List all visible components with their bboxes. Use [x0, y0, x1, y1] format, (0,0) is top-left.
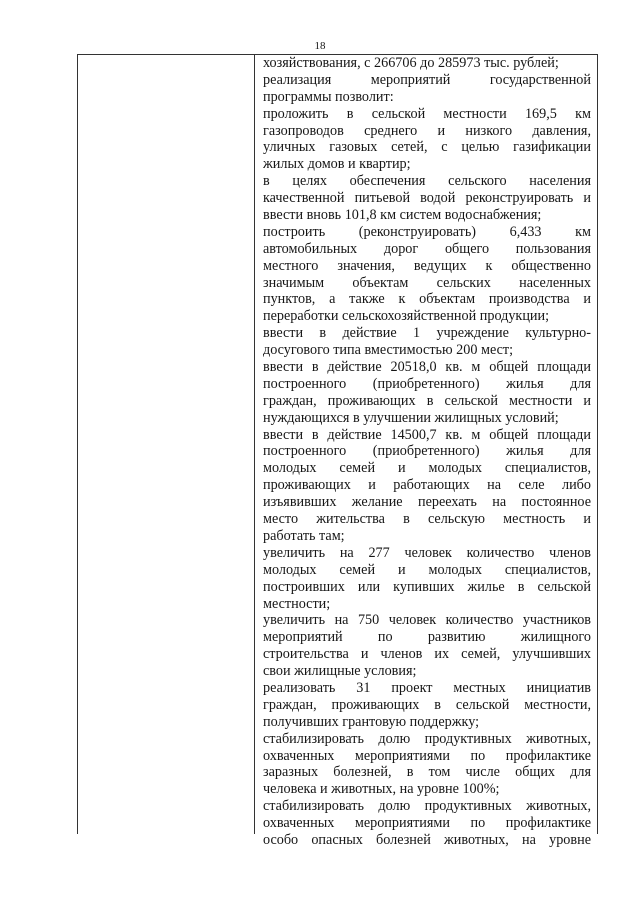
text-line: охваченных мероприятиями по профилактике — [263, 747, 591, 764]
text-line: стабилизировать долю продуктивных животных, — [263, 798, 591, 815]
text-line: граждан, проживающих в сельской местности и — [263, 392, 591, 409]
text-line: строительства и членов их семей, улучшивших — [263, 646, 591, 663]
text-line: в целях обеспечения сельского населения — [263, 173, 591, 190]
text-line: ввести в действие 14500,7 кв. м общей площади — [263, 426, 591, 443]
page-number: 18 — [314, 40, 326, 52]
text-line: работать там; — [263, 527, 345, 544]
text-line: проживающих и работающих на селе либо — [263, 477, 591, 494]
text-line: значимым объектам сельских населенных — [263, 274, 591, 291]
text-line: ввести в действие 20518,0 кв. м общей площади — [263, 359, 591, 376]
text-line: досугового типа вместимостью 200 мест; — [263, 342, 514, 359]
text-line: ввести в действие 1 учреждение культурно- — [263, 325, 591, 342]
text-line: реализация мероприятий государственной — [263, 71, 591, 88]
table-right-cell — [255, 55, 597, 848]
table-left-cell — [78, 55, 255, 834]
text-line: построенного (приобретенного) жилья для — [263, 443, 591, 460]
text-line: местности; — [263, 595, 331, 612]
text-line: особо опасных болезней животных, на уровне — [263, 831, 591, 848]
text-line: газопроводов среднего и низкого давления, — [263, 122, 591, 139]
text-line: ввести вновь 101,8 км систем водоснабжения; — [263, 207, 542, 224]
text-line: автомобильных дорог общего пользования — [263, 240, 591, 257]
text-line: жилых домов и квартир; — [263, 156, 411, 173]
text-line: свои жилищные условия; — [263, 663, 417, 680]
text-line: построивших или купивших жилье в сельской — [263, 578, 591, 595]
text-line: место жительства в сельскую местность и — [263, 511, 591, 528]
text-line: человека и животных, на уровне 100%; — [263, 781, 500, 798]
text-line: хозяйствования, с 266706 до 285973 тыс. рублей; — [263, 55, 559, 71]
document-table — [77, 54, 598, 848]
text-line: молодых семей и молодых специалистов, — [263, 460, 591, 477]
text-line: построить (реконструировать) 6,433 км — [263, 223, 591, 240]
text-line: переработки сельскохозяйственной продукции; — [263, 308, 550, 325]
text-line: построенного (приобретенного) жилья для — [263, 375, 591, 392]
text-line: увеличить на 750 человек количество участников — [263, 612, 591, 629]
text-line: качественной питьевой водой реконструировать и — [263, 190, 591, 207]
text-line: мероприятий по развитию жилищного — [263, 629, 591, 646]
text-line: охваченных мероприятиями по профилактике — [263, 815, 591, 832]
text-line: нуждающихся в улучшении жилищных условий; — [263, 409, 559, 426]
text-line: увеличить на 277 человек количество членов — [263, 544, 591, 561]
text-line: пунктов, а также к объектам производства и — [263, 291, 591, 308]
text-line: реализовать 31 проект местных инициатив — [263, 679, 591, 696]
text-line: программы позволит: — [263, 88, 394, 105]
text-line: изъявивших желание переехать на постоянное — [263, 494, 591, 511]
text-line: заразных болезней, в том числе общих для — [263, 764, 591, 781]
text-line: стабилизировать долю продуктивных животных, — [263, 730, 591, 747]
text-line: молодых семей и молодых специалистов, — [263, 561, 591, 578]
text-line: проложить в сельской местности 169,5 км — [263, 105, 591, 122]
text-line: граждан, проживающих в сельской местности, — [263, 696, 591, 713]
text-line: получивших грантовую поддержку; — [263, 713, 480, 730]
text-line: уличных газовых сетей, с целью газификации — [263, 139, 591, 156]
text-line: местного значения, ведущих к общественно — [263, 257, 591, 274]
